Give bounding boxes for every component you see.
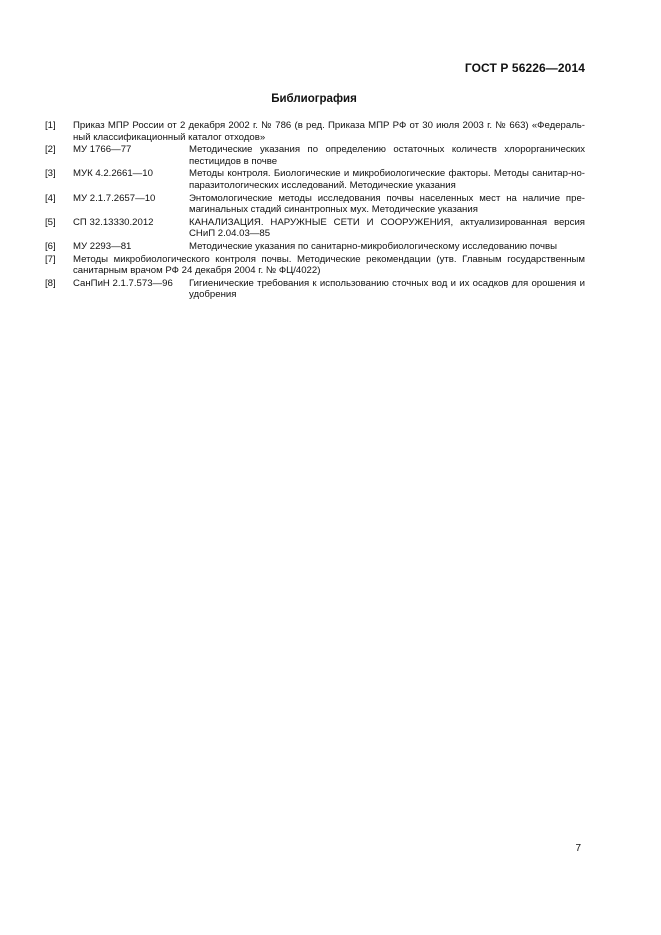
page-title: Библиография: [271, 93, 357, 105]
bibliography-entry-4: [45, 193, 585, 216]
entry-description: Методические указания по санитарно-микробиологическому исследованию почвы: [189, 240, 558, 252]
entry-description: Гигиенические требования к использованию сточных вод и их осадков для орошения и удобрения: [189, 277, 585, 301]
entry-description: Энтомологические методы исследования почвы населенных мест на наличие пре-магинальных стадий синантропных мух. Методические указания: [189, 192, 585, 216]
entry-text: Методы микробиологического контроля почвы. Методические рекомендации (утв. Главным государственным санитарным врачом РФ 24 декабря 2004 г. № ФЦ/4022): [73, 253, 585, 277]
bibliography-entry-5: [45, 217, 585, 240]
bibliography-entry-6: [45, 241, 585, 253]
entry-description: Методические указания по определению остаточных количеств хлорорганических пестицидов в почве: [189, 144, 585, 167]
entry-number: [4]: [45, 192, 56, 204]
entry-number: [1]: [45, 120, 56, 131]
bibliography-list: [45, 120, 585, 302]
page-number: 7: [575, 843, 581, 854]
entry-number: [8]: [45, 277, 56, 289]
entry-code: МУ 2.1.7.2657—10: [73, 192, 156, 204]
entry-number: [5]: [45, 216, 56, 228]
entry-number: [7]: [45, 253, 56, 265]
entry-code: СанПиН 2.1.7.573—96: [73, 277, 173, 289]
bibliography-entry-3: [45, 168, 585, 191]
entry-description: Методы контроля. Биологические и микробиологические факторы. Методы санитар-но-паразитологических исследований. Методические указания: [189, 168, 585, 191]
bibliography-entry-7: [45, 254, 585, 277]
bibliography-entry-2: [45, 144, 585, 167]
entry-number: [6]: [45, 240, 56, 252]
entry-code: МУК 4.2.2661—10: [73, 168, 153, 180]
bibliography-entry-8: [45, 278, 585, 301]
entry-code: СП 32.13330.2012: [73, 216, 154, 228]
bibliography-entry-1: [45, 120, 585, 143]
entry-number: [2]: [45, 144, 56, 156]
entry-code: МУ 2293—81: [73, 240, 132, 252]
entry-description: КАНАЛИЗАЦИЯ. НАРУЖНЫЕ СЕТИ И СООРУЖЕНИЯ, актуализированная версия СНиП 2.04.03—85: [189, 216, 585, 240]
entry-code: МУ 1766—77: [73, 144, 132, 156]
entry-text: Приказ МПР России от 2 декабря 2002 г. № 786 (в ред. Приказа МПР РФ от 30 июля 2003 г. № 663) «Федераль-ный классификационный каталог отходов»: [73, 120, 585, 143]
standard-code: ГОСТ Р 56226—2014: [464, 61, 585, 75]
entry-number: [3]: [45, 168, 56, 180]
